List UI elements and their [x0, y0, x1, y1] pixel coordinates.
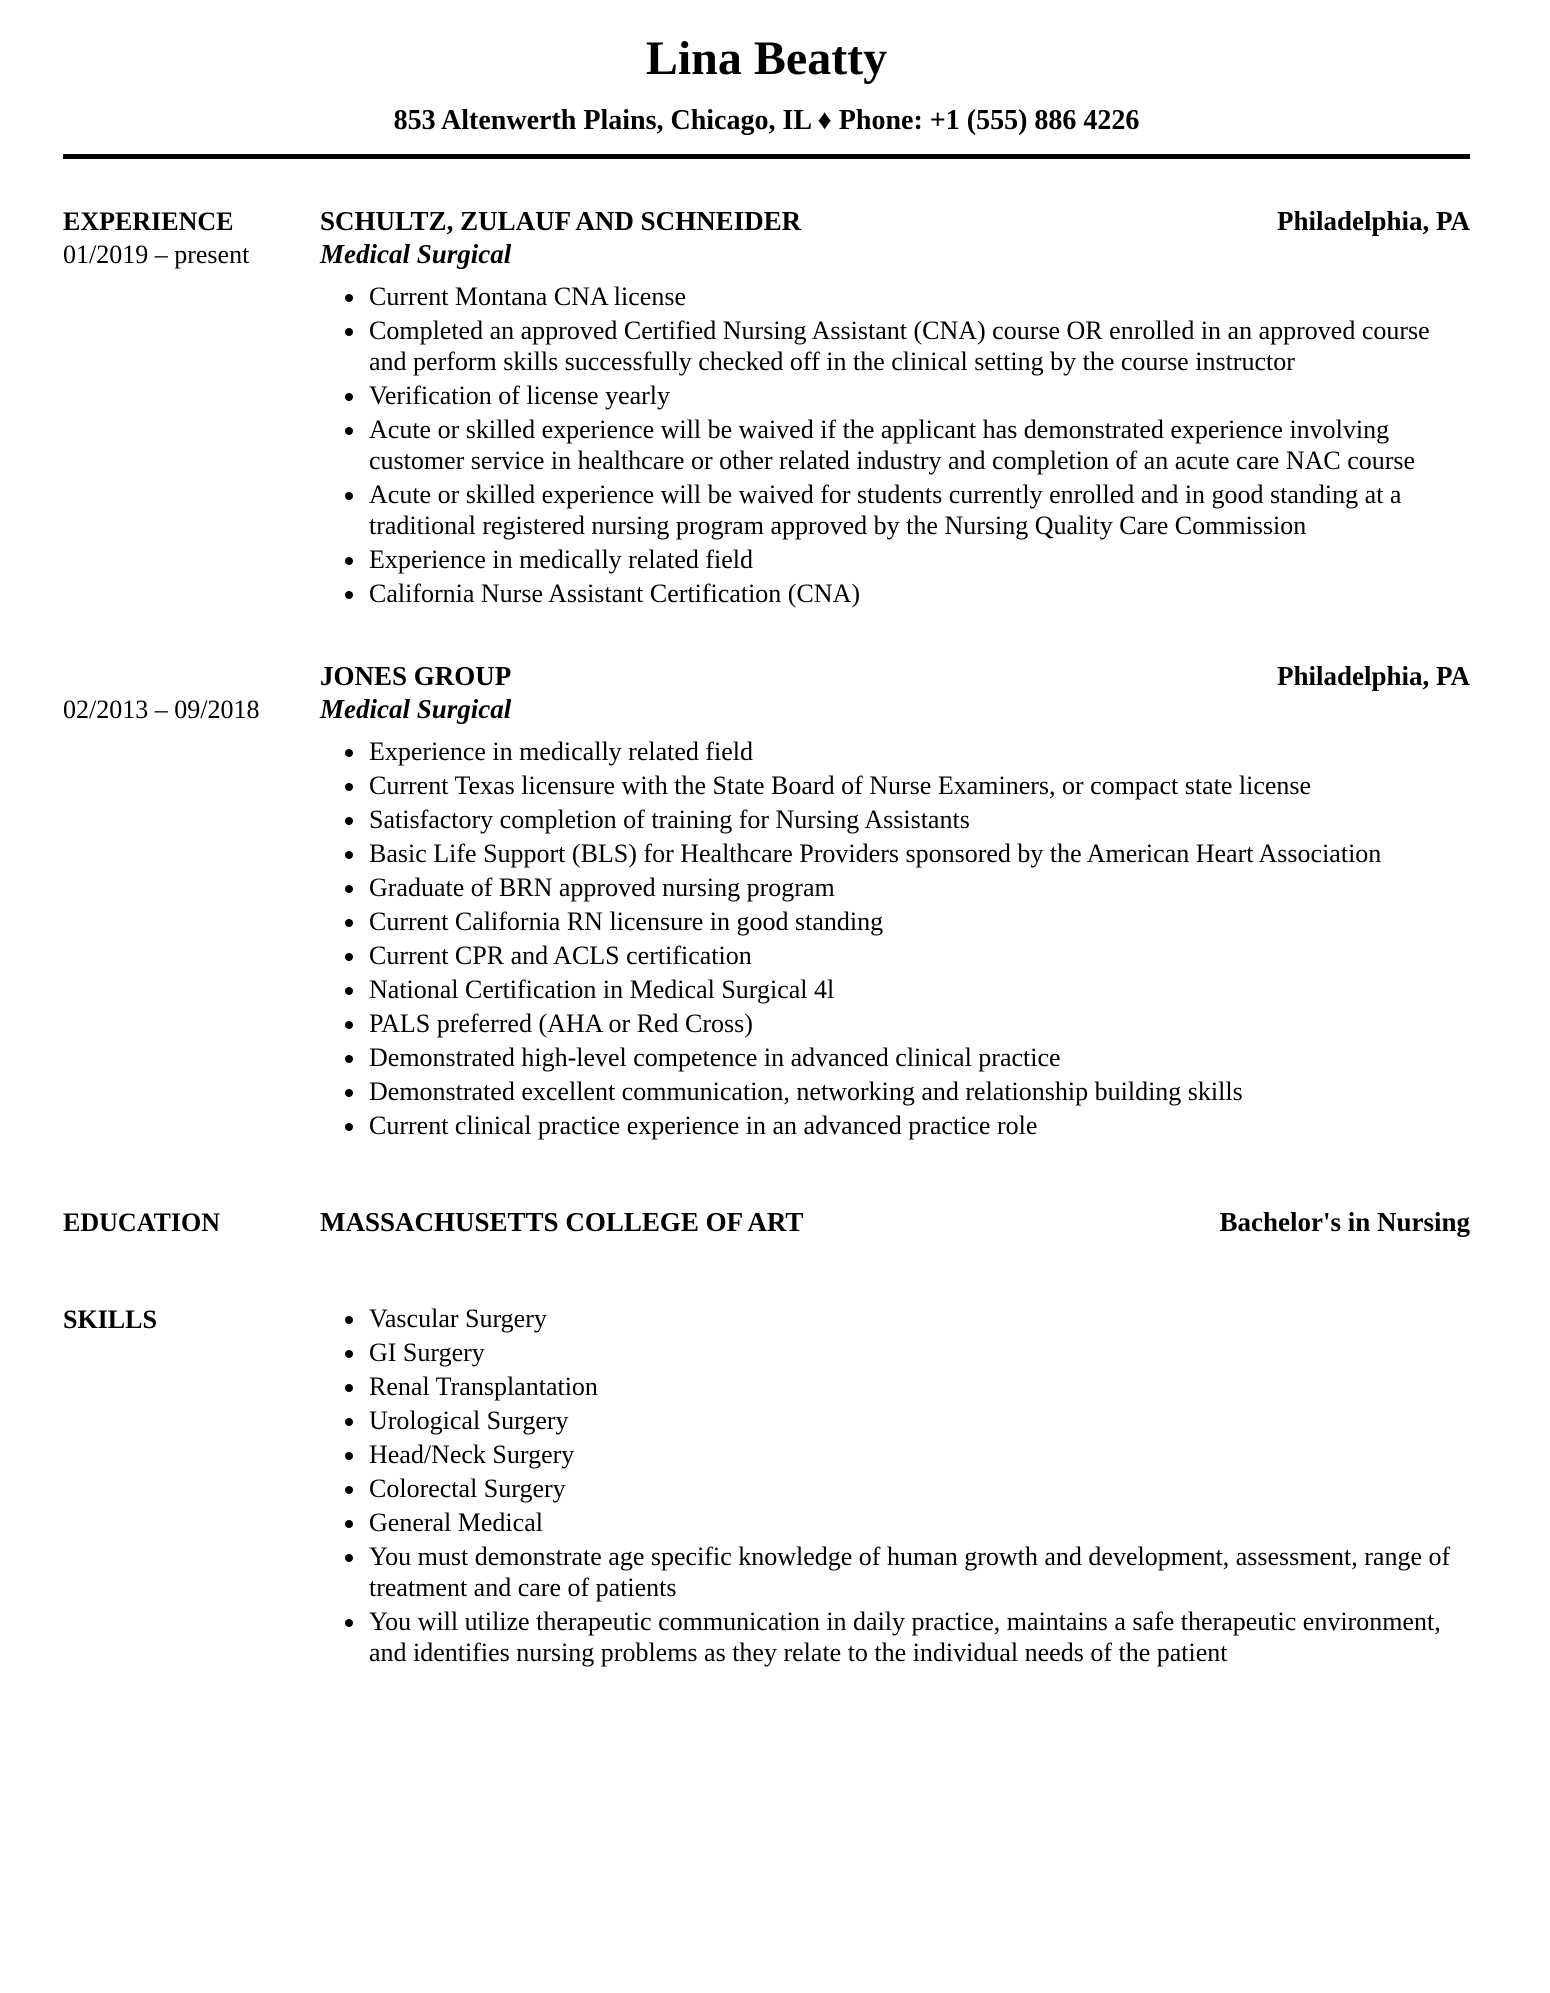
- bullet-item: • Current clinical practice experience in an advanced practice role: [367, 1110, 1470, 1141]
- experience-entry-2-body: [320, 660, 1470, 1144]
- bullet-item: • Current Texas licensure with the State Board of Nurse Examiners, or compact state license: [367, 770, 1470, 801]
- skills-section-label: SKILLS: [63, 1305, 157, 1334]
- job-title: Medical Surgical: [320, 239, 512, 269]
- bullet-item: • Current California RN licensure in good standing: [367, 906, 1470, 937]
- header-divider: [63, 154, 1470, 159]
- experience-entry-2: [63, 660, 1470, 1144]
- skills-body: [320, 1303, 1470, 1671]
- school-name: MASSACHUSETTS COLLEGE OF ART: [320, 1207, 804, 1237]
- bullet-item: • Basic Life Support (BLS) for Healthcare Providers sponsored by the American Heart Association: [367, 838, 1470, 869]
- bullet-item: • Colorectal Surgery: [367, 1473, 1470, 1504]
- contact-line: 853 Altenwerth Plains, Chicago, IL ♦ Phone: +1 (555) 886 4226: [393, 105, 1140, 136]
- job-location: Philadelphia, PA: [1276, 661, 1470, 691]
- bullet-item: • Urological Surgery: [367, 1405, 1470, 1436]
- job-header: [320, 660, 1470, 693]
- company-name: JONES GROUP: [320, 661, 512, 691]
- skills-section: [63, 1303, 1470, 1671]
- bullet-item: • PALS preferred (AHA or Red Cross): [367, 1008, 1470, 1039]
- bullet-item: • National Certification in Medical Surgical 4l: [367, 974, 1470, 1005]
- bullet-item: • Satisfactory completion of training for Nursing Assistants: [367, 804, 1470, 835]
- experience-left-column: [63, 205, 320, 271]
- bullet-item: • Experience in medically related field: [367, 736, 1470, 767]
- skills-bullet-list: [320, 1303, 1470, 1668]
- bullet-item: • General Medical: [367, 1507, 1470, 1538]
- degree-name: Bachelor's in Nursing: [1219, 1207, 1470, 1237]
- skills-left-column: [63, 1303, 320, 1336]
- bullet-item: • Graduate of BRN approved nursing program: [367, 872, 1470, 903]
- resume-header: [63, 30, 1470, 159]
- bullet-item: • Vascular Surgery: [367, 1303, 1470, 1334]
- company-name: SCHULTZ, ZULAUF AND SCHNEIDER: [320, 206, 802, 236]
- bullet-item: • You will utilize therapeutic communication in daily practice, maintains a safe therapeutic environment, and identifies nursing problems as they relate to the individual needs of the patient: [367, 1606, 1470, 1668]
- person-name: Lina Beatty: [645, 32, 888, 85]
- education-header: [320, 1206, 1470, 1239]
- bullet-item: • California Nurse Assistant Certification (CNA): [367, 578, 1470, 609]
- spacer-label: [63, 660, 320, 693]
- bullet-item: • Demonstrated excellent communication, networking and relationship building skills: [367, 1076, 1470, 1107]
- job-dates: 01/2019 – present: [63, 240, 250, 269]
- job-title: Medical Surgical: [320, 694, 512, 724]
- bullet-item: • Current Montana CNA license: [367, 281, 1470, 312]
- bullet-item: • GI Surgery: [367, 1337, 1470, 1368]
- job-location: Philadelphia, PA: [1276, 206, 1470, 236]
- education-left-column: [63, 1206, 320, 1239]
- bullet-item: • Acute or skilled experience will be waived for students currently enrolled and in good standing at a traditional registered nursing program approved by the Nursing Quality Care Commission: [367, 479, 1470, 541]
- bullet-item: • Experience in medically related field: [367, 544, 1470, 575]
- bullet-item: • You must demonstrate age specific knowledge of human growth and development, assessment, range of treatment and care of patients: [367, 1541, 1470, 1603]
- experience-left-column: [63, 660, 320, 726]
- bullet-item: • Current CPR and ACLS certification: [367, 940, 1470, 971]
- bullet-item: • Renal Transplantation: [367, 1371, 1470, 1402]
- job-bullet-list: [320, 281, 1470, 609]
- bullet-item: • Head/Neck Surgery: [367, 1439, 1470, 1470]
- education-section-label: EDUCATION: [63, 1208, 220, 1237]
- experience-section-label: EXPERIENCE: [63, 207, 234, 236]
- education-section: [63, 1206, 1470, 1239]
- education-body: [320, 1206, 1470, 1239]
- experience-entry-1-body: [320, 205, 1470, 612]
- job-dates: 02/2013 – 09/2018: [63, 695, 260, 724]
- bullet-item: • Completed an approved Certified Nursing Assistant (CNA) course OR enrolled in an approved course and perform skills successfully checked off in the clinical setting by the course instructor: [367, 315, 1470, 377]
- job-bullet-list: [320, 736, 1470, 1141]
- bullet-item: • Demonstrated high-level competence in advanced clinical practice: [367, 1042, 1470, 1073]
- bullet-item: • Verification of license yearly: [367, 380, 1470, 411]
- job-header: [320, 205, 1470, 238]
- experience-entry-1: [63, 205, 1470, 612]
- bullet-item: • Acute or skilled experience will be waived if the applicant has demonstrated experience involving customer service in healthcare or other related industry and completion of an acute care NAC course: [367, 414, 1470, 476]
